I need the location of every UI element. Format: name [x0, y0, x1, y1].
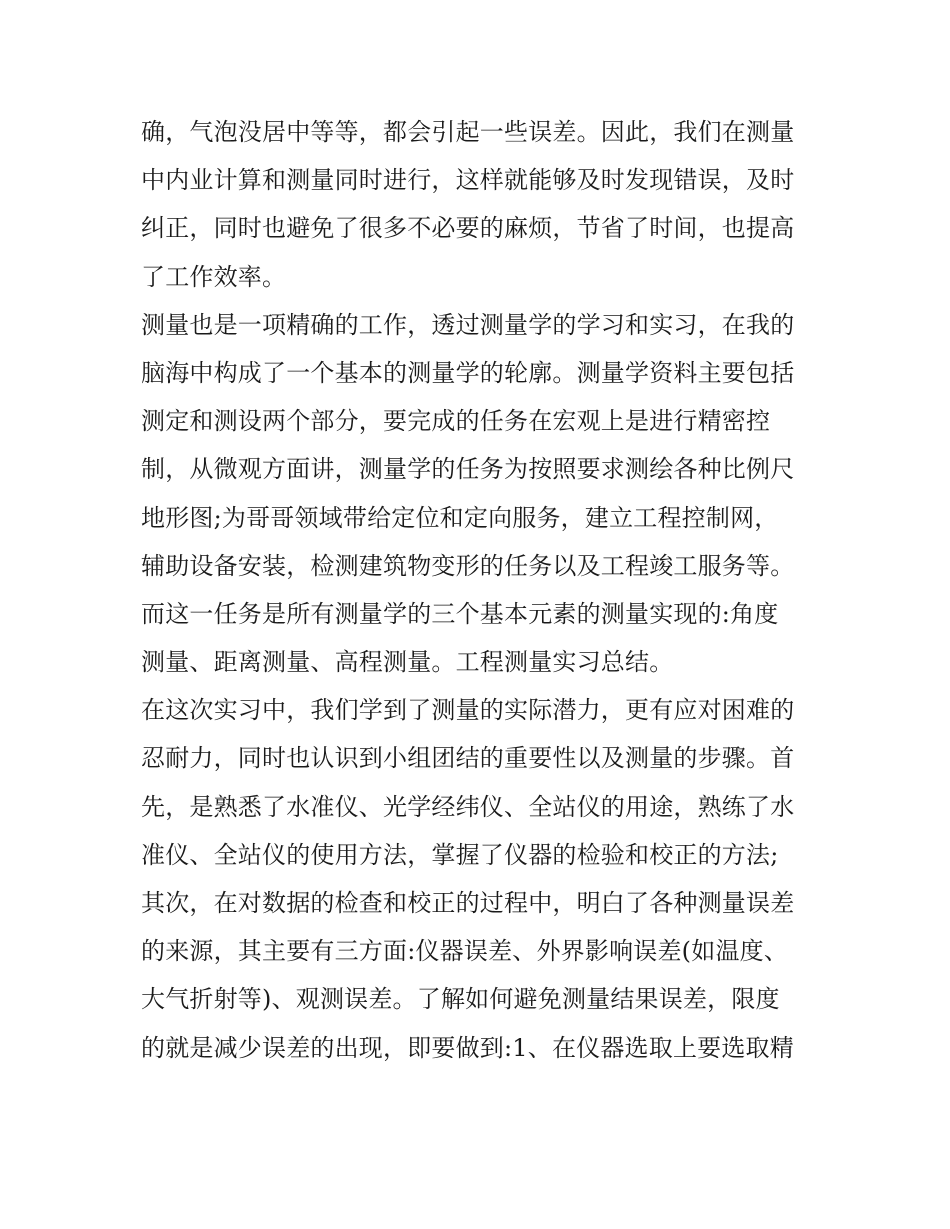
body-text: [141, 108, 821, 1072]
text-line: 准仪、全站仪的使用方法，掌握了仪器的检验和校正的方法;: [141, 840, 779, 869]
text-line: 测定和测设两个部分，要完成的任务在宏观上是进行精密控: [141, 407, 771, 436]
text-line: 测量、距离测量、高程测量。工程测量实习总结。: [141, 648, 674, 677]
text-line: 脑海中构成了一个基本的测量学的轮廓。测量学资料主要包括: [141, 358, 795, 387]
text-line: 纠正，同时也避免了很多不必要的麻烦，节省了时间，也提高: [141, 214, 795, 243]
text-line: 先，是熟悉了水准仪、光学经纬仪、全站仪的用途，熟练了水: [141, 792, 795, 821]
text-line: 其次，在对数据的检查和校正的过程中，明白了各种测量误差: [141, 889, 795, 917]
text-line: 制，从微观方面讲，测量学的任务为按照要求测绘各种比例尺: [141, 455, 795, 484]
text-line: 的来源，其主要有三方面:仪器误差、外界影响误差(如温度、: [141, 937, 789, 966]
text-line: 大气折射等)、观测误差。了解如何避免测量结果误差，限度: [141, 985, 780, 1014]
text-line: 在这次实习中，我们学到了测量的实际潜力，更有应对困难的: [141, 696, 795, 725]
text-line: 而这一任务是所有测量学的三个基本元素的测量实现的:角度: [141, 599, 779, 628]
text-line: 辅助设备安装，检测建筑物变形的任务以及工程竣工服务等。: [141, 551, 795, 580]
text-line: 测量也是一项精确的工作，透过测量学的学习和实习，在我的: [141, 310, 795, 339]
text-line: 确，气泡没居中等等，都会引起一些误差。因此，我们在测量: [141, 118, 795, 146]
text-line: 地形图;为哥哥领域带给定位和定向服务，建立工程控制网，: [141, 503, 779, 532]
text-line: 中内业计算和测量同时进行，这样就能够及时发现错误，及时: [141, 166, 795, 195]
text-line: 了工作效率。: [141, 262, 287, 291]
text-line: 忍耐力，同时也认识到小组团结的重要性以及测量的步骤。首: [141, 744, 795, 773]
text-line: 的就是减少误差的出现，即要做到:1、在仪器选取上要选取精: [141, 1033, 794, 1062]
